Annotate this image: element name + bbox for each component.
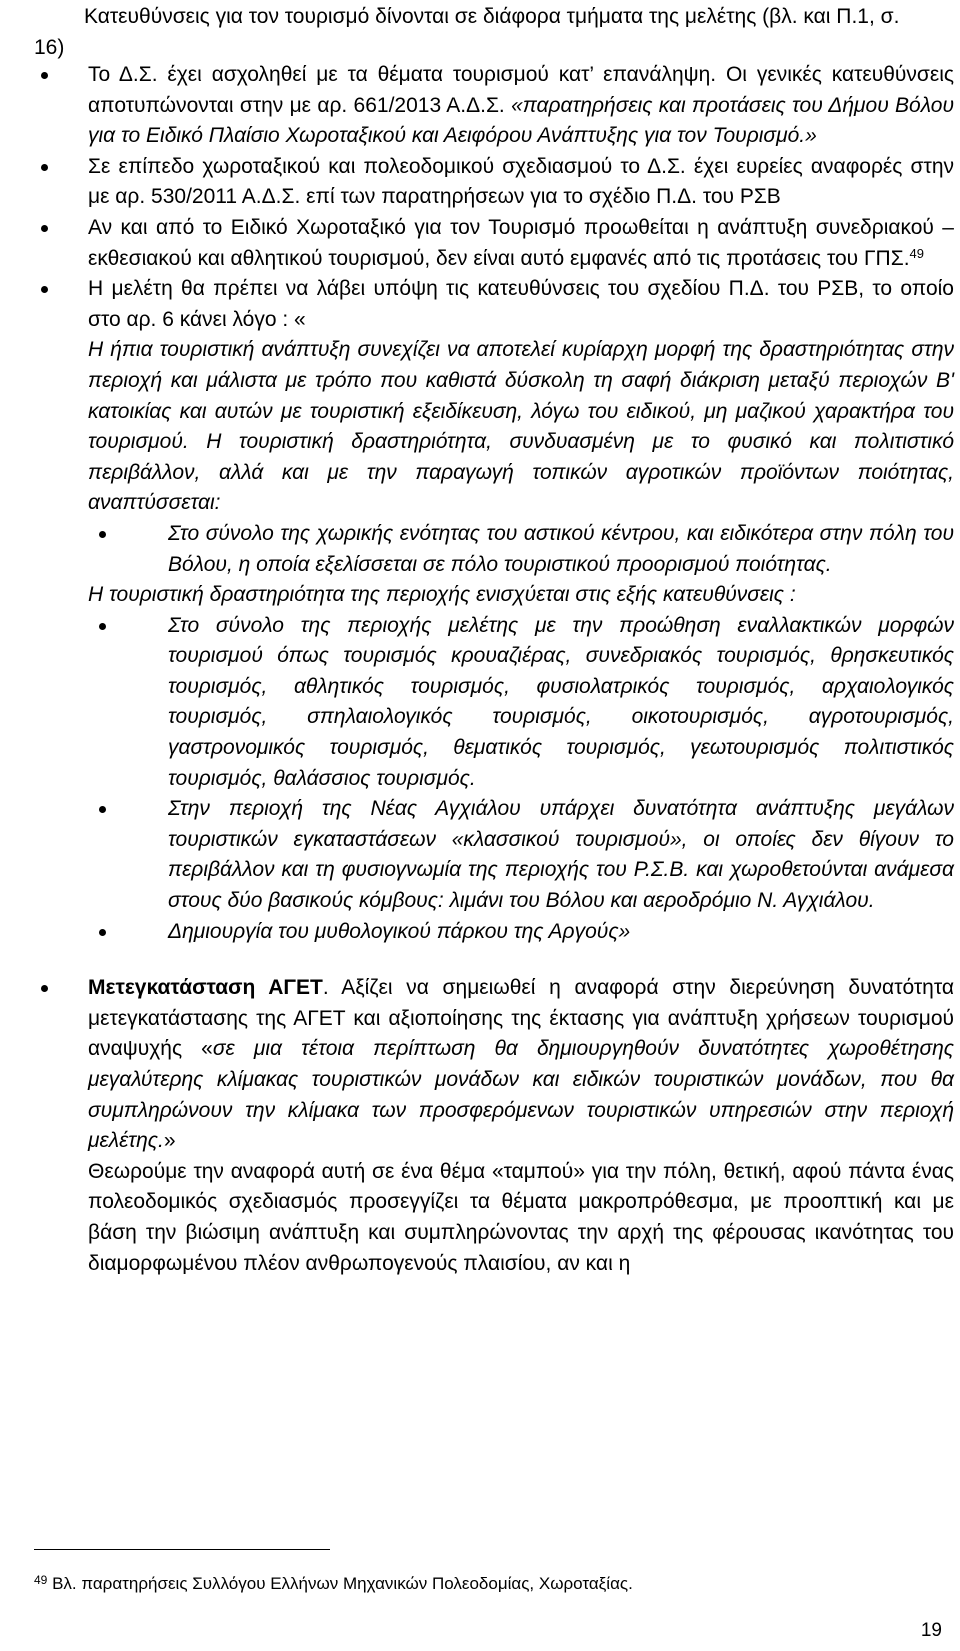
bullet-text: Σε επίπεδο χωροταξικού και πολεοδομικού σχεδιασμού το Δ.Σ. έχει ευρείες αναφορές στην με αρ. 530/2011 Α.Δ.Σ. επί των παρατηρήσεων για το σχέδιο Π.Δ. του ΡΣΒ xyxy=(88,154,954,209)
bullet-item-aget xyxy=(34,973,954,1157)
bullet-text: Η μελέτη θα πρέπει να λάβει υπόψη τις κατευθύνσεις του σχεδίου Π.Δ. του ΡΣΒ, το οποίο στο αρ. 6 κάνει λόγο : « xyxy=(88,277,954,331)
quote-paragraph-2: Η τουριστική δραστηριότητα της περιοχής ενισχύεται στις εξής κατευθύνσεις : xyxy=(88,583,796,607)
intro-paragraph xyxy=(34,2,914,63)
footnote-number: 49 xyxy=(34,1573,48,1587)
spacer xyxy=(34,947,954,973)
aget-text: . Αξίζει να σημειωθεί η αναφορά στην διερεύνηση δυνατότητα μετεγκατάστασης της ΑΓΕΤ και αξιοποίησης της έκτασης για ανάπτυξη χρήσεων τουρισμού αναψυχής « xyxy=(88,976,954,1061)
aget-quote-end: » xyxy=(163,1129,176,1153)
footnote-separator xyxy=(34,1549,330,1550)
bullet-item xyxy=(34,60,954,152)
intro-text: Κατευθύνσεις για τον τουρισμό δίνονται σε διάφορα τμήματα της μελέτης (βλ. και Π.1, σ. 16) xyxy=(34,5,900,59)
footnote-ref: 49 xyxy=(909,245,925,261)
quote-sub-item: Δημιουργία του μυθολογικού πάρκου της Αργούς» xyxy=(88,917,954,948)
quote-sub-item: Στο σύνολο της περιοχής μελέτης με την προώθηση εναλλακτικών μορφών τουρισμού όπως τουρισμός κρουαζιέρας, συνεδριακός τουρισμός, θρησκευτικός τουρισμός, αθλητικός τουρισμός, φυσιολατρικός τουρισμός, αρχαιολογικός τουρισμός, σπηλαιολογικός τουρισμός, οικοτουρισμός, αγροτουρισμός, γαστρονομικός τουρισμός, θεματικός τουρισμός, γεωτουρισμός πολιτιστικός τουρισμός, θαλάσσιος τουρισμός. xyxy=(88,611,954,795)
page-number: 19 xyxy=(920,1620,942,1641)
quote-sub-item: Στο σύνολο της χωρικής ενότητας του αστικού κέντρου, και ειδικότερα στην πόλη του Βόλου, η οποία εξελίσσεται σε πόλο τουριστικού προορισμού ποιότητας. xyxy=(88,519,954,580)
bullet-item xyxy=(34,274,954,335)
bullet-list xyxy=(34,60,954,1279)
aget-title: Μετεγκατάσταση ΑΓΕΤ xyxy=(88,976,323,1000)
aget-paragraph: Θεωρούμε την αναφορά αυτή σε ένα θέμα «ταμπού» για την πόλη, θετική, αφού πάντα ένας πολεοδομικός σχεδιασμός προσεγγίζει τα θέματα μακροπρόθεσμα, με προοπτική και με βάση την βιώσιμη ανάπτυξη και συμπληρώνοντας την αρχή της φέρουσας ικανότητας του διαμορφωμένου πλέον ανθρωπογενούς πλαισίου, αν και η xyxy=(88,1159,954,1275)
footnote-text: Βλ. παρατηρήσεις Συλλόγου Ελλήνων Μηχανικών Πολεοδομίας, Χωροταξίας. xyxy=(47,1574,633,1593)
bullet-item xyxy=(34,213,954,274)
bullet-text: Αν και από το Ειδικό Χωροταξικό για τον Τουρισμό προωθείται η ανάπτυξη συνεδριακού – εκθεσιακού και αθλητικού τουρισμού, δεν είναι αυτό εμφανές από τις προτάσεις του ΓΠΣ. xyxy=(88,215,954,270)
quote-paragraph: Η ήπια τουριστική ανάπτυξη συνεχίζει να αποτελεί κυρίαρχη μορφή της δραστηριότητας στην περιοχή και μάλιστα με τρόπο που καθιστά δύσκολη τη σαφή διάκριση μεταξύ περιοχών Β' κατοικίας και αυτών με τουριστική εξειδίκευση, λόγω του ειδικού, μη μαζικού χαρακτήρα του τουρισμού. Η τουριστική δραστηριότητα, συνδυασμένη με το φυσικό και πολιτιστικό περιβάλλον, αλλά και με την παραγωγή τοπικών αγροτικών προϊόντων ποιότητας, αναπτύσσεται: xyxy=(88,338,954,515)
quote-sub-item: Στην περιοχή της Νέας Αγχιάλου υπάρχει δυνατότητα ανάπτυξης μεγάλων τουριστικών εγκαταστάσεων «κλασσικού τουρισμού», οι οποίες δεν θίγουν το περιβάλλον και τη φυσιογνωμία της περιοχής του Ρ.Σ.Β. και χωροθετούνται ανάμεσα στους δύο βασικούς κόμβους: λιμάνι του Βόλου και αεροδρόμιο Ν. Αγχιάλου. xyxy=(88,794,954,916)
aget-quote: σε μια τέτοια περίπτωση θα δημιουργηθούν δυνατότητες χωροθέτησης μεγαλύτερης κλίμακας τουριστικών μονάδων και ειδικών τουριστικών μονάδων, που θα συμπληρώνουν την κλίμακα των προσφερόμενων τουριστικών υπηρεσιών στην περιοχή μελέτης. xyxy=(88,1037,955,1153)
bullet-quote: «παρατηρήσεις και προτάσεις του Δήμου Βόλου για το Ειδικό Πλαίσιο Χωροταξικού και Αειφόρου Ανάπτυξης για τον Τουρισμό.» xyxy=(88,93,954,148)
bullet-text: Το Δ.Σ. έχει ασχοληθεί με τα θέματα τουρισμού κατ’ επανάληψη. Οι γενικές κατευθύνσεις αποτυπώνονται στην με αρ. 661/2013 Α.Δ.Σ. xyxy=(88,63,954,117)
bullet-item xyxy=(34,152,954,213)
footnote xyxy=(34,1573,633,1595)
